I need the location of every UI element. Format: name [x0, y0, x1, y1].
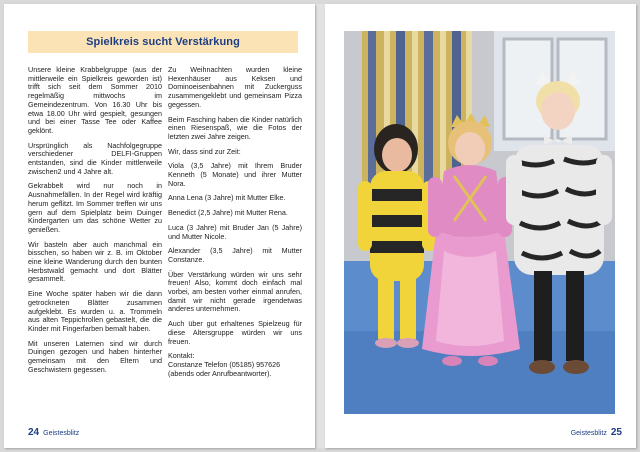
paragraph: Beim Fasching haben die Kinder natürlich einen Riesenspaß, wie die Fotos der letzten zwei Jahre zeigen. — [168, 114, 302, 141]
magazine-name: Geistesblitz — [570, 430, 607, 437]
left-page-footer — [28, 427, 79, 438]
page-number: 24 — [28, 427, 40, 438]
paragraph: Zu Weihnachten wurden kleine Hexenhäuser aus Keksen und Dominoeisenbahnen mit Zuckerguss zusammengeklebt und gemeinsam Pizza gegessen. — [168, 65, 302, 109]
contact-label: Kontakt: — [168, 351, 195, 361]
paragraph: Eine Woche später haben wir die dann getrockneten Blätter zusammen aufgeklebt. Es wurden u. a. Trommeln aus alten Teppichrollen gebastelt, die die Kinder mit Fingerfarben bemalt haben. — [28, 289, 162, 333]
member-entry: Alexander (3,5 Jahre) mit Mutter Constanze. — [168, 246, 302, 264]
paragraph: Gekrabbelt wird nur noch in Ausnahmefällen. In der Regel wird kräftig herum geflitzt. Im Sommer treffen wir uns gern auf dem Spielplatz beim Duinger Kindergarten um das schöne Wetter zu genießen. — [28, 181, 162, 234]
magazine-name: Geistesblitz — [43, 430, 80, 437]
paragraph: Wir, dass sind zur Zeit: — [168, 146, 241, 156]
carnival-children-photo — [344, 31, 615, 414]
right-page — [325, 4, 636, 448]
member-entry: Luca (3 Jahre) mit Bruder Jan (5 Jahre) und Mutter Nicole. — [168, 222, 302, 241]
text-column-1 — [28, 66, 162, 381]
right-page-footer — [571, 427, 622, 438]
article-title: Spielkreis sucht Verstärkung — [86, 36, 240, 48]
page-gutter — [315, 4, 325, 448]
member-entry: Viola (3,5 Jahre) mit Ihrem Bruder Kenneth (5 Monate) und ihrer Mutter Nora. — [168, 161, 302, 188]
left-page — [4, 4, 315, 448]
page-number: 25 — [610, 427, 622, 438]
paragraph: Ursprünglich als Nachfolgegruppe verschiedener DELFI-Gruppen entstanden, sind die Kinder mittlerweile zwischen2 und 4 Jahre alt. — [28, 140, 162, 176]
paragraph: Über Verstärkung würden wir uns sehr freuen! Also, kommt doch einfach mal vorbei, am besten vorher einmal anrufen, damit wir nicht gerade irgendetwas anderes unternehmen. — [168, 269, 302, 314]
article-title-band — [28, 31, 298, 53]
paragraph: Auch über gut erhaltenes Spielzeug für diese Altersgruppe würden wir uns freuen. — [168, 319, 302, 346]
paragraph: Unsere kleine Krabbelgruppe (aus der mittlerweile ein Spielkreis geworden ist) trifft sich seit dem Sommer 2010 regelmäßig mittwochs im Gemeindezentrum. Von 16.30 Uhr bis etwa 18.00 Uhr wird gespielt, gesungen und bei einer Tasse Tee oder Kaffee geklönt. — [28, 65, 162, 135]
text-column-2 — [168, 66, 302, 378]
contact-phone: Constanze Telefon (05185) 957626 — [168, 359, 281, 369]
paragraph: Mit unseren Laternen sind wir durch Duingen gezogen und haben hinterher gemeinsam mit den Eltern und Geschwistern gegessen. — [28, 338, 162, 374]
contact-note: (abends oder Anrufbeantworter). — [168, 368, 272, 378]
member-entry: Benedict (2,5 Jahre) mit Mutter Rena. — [168, 208, 288, 218]
member-entry: Anna Lena (3 Jahre) mit Mutter Elke. — [168, 193, 286, 203]
photo-illustration — [344, 31, 615, 414]
paragraph: Wir basteln aber auch manchmal ein bisschen, so haben wir z. B. im Oktober eine kleine Wanderung durch den bunten Herbstwald gemacht und dort Blätter gesammelt. — [28, 239, 162, 284]
